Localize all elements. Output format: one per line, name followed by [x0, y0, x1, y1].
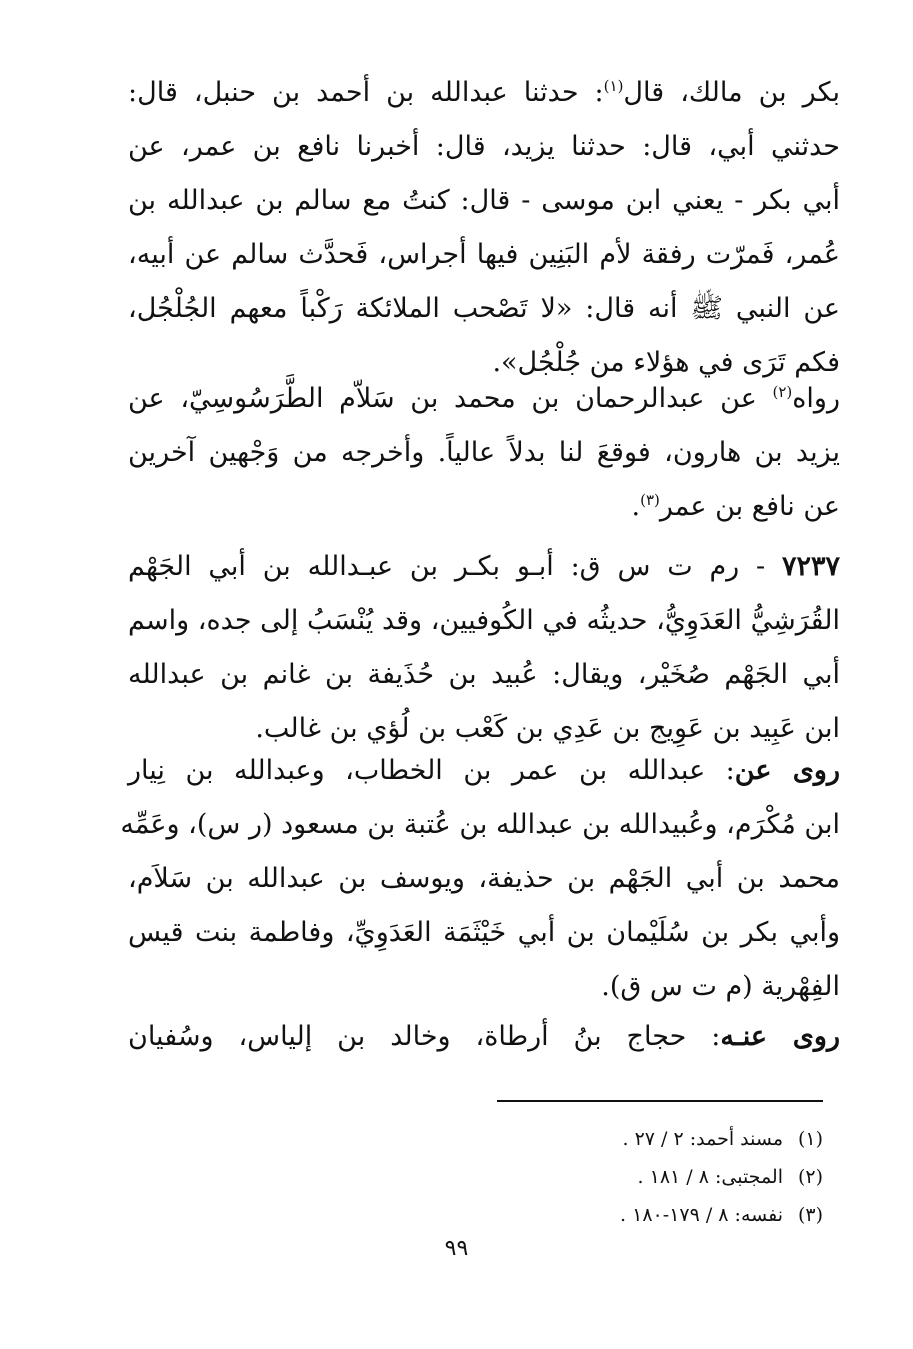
- text-line: القُرَشِيُّ العَدَوِيُّ، حديثُه في الكُوفيين، وقد يُنْسَبُ إلى جده، واسم: [128, 605, 840, 636]
- footnote-text: المجتبى: ٨ / ١٨١ .: [637, 1166, 783, 1188]
- text-segment: : حجاج بنُ أرطاة، وخالد بن إلياس، وسُفيان: [128, 1021, 721, 1052]
- text-line: [128, 372, 840, 426]
- footnote-text: نفسه: ٨ / ١٧٩-١٨٠ .: [620, 1204, 783, 1226]
- text-line: عن النبي ﷺ أنه قال: «لا تَصْحب الملائكة رَكْباً معهم الجُلْجُل،: [128, 293, 840, 324]
- text-segment: : عبدالله بن عمر بن الخطاب، وعبدالله بن نِيار: [128, 755, 735, 786]
- paragraph-entry: [128, 540, 840, 756]
- text-line: فكم تَرَى في هؤلاء من جُلْجُل».: [492, 347, 840, 378]
- footnote: [497, 1158, 823, 1196]
- footnote-divider: [497, 1100, 823, 1102]
- footnote-marker: (٢): [772, 383, 793, 401]
- section-lead: روى عن: [734, 755, 840, 786]
- text-line: ابن عَبِيد بن عَوِيج بن عَدِي بن كَعْب بن لُؤي بن غالب.: [255, 713, 840, 744]
- footnote-marker: (٣): [640, 491, 660, 509]
- text-line: [128, 480, 840, 534]
- text-segment: : حدثنا عبدالله بن أحمد بن حنبل، قال:: [128, 77, 604, 108]
- footnote-text: مسند أحمد: ٢ / ٢٧ .: [622, 1128, 783, 1150]
- text-line: [128, 1010, 840, 1064]
- paragraph-narrated-from: [120, 744, 840, 1014]
- footnote-number: (١): [797, 1128, 823, 1150]
- footnotes: [497, 1120, 823, 1234]
- page-number: ٩٩: [444, 1236, 469, 1261]
- entry-number: ٧٢٣٧: [781, 551, 840, 582]
- text-segment: عن نافع بن عمر: [659, 491, 840, 522]
- text-line: [128, 66, 840, 120]
- footnote-marker: (١): [603, 77, 624, 95]
- text-segment: .: [631, 491, 641, 522]
- footnote-number: (٢): [797, 1166, 823, 1188]
- text-segment: عن عبدالرحمان بن محمد بن سَلاّم الطَّرَسُوسِيّ، عن: [128, 383, 773, 414]
- paragraph-hadith: [128, 66, 840, 390]
- footnote-number: (٣): [797, 1204, 823, 1226]
- footnote: [497, 1120, 823, 1158]
- text-segment: - رم ت س ق: أبـو بكـر بن عبـدالله بن أبي الجَهْم: [128, 551, 782, 582]
- text-line: [128, 540, 840, 594]
- text-line: أبي بكر - يعني ابن موسى - قال: كنتُ مع سالم بن عبدالله بن: [128, 185, 840, 216]
- text-line: عُمر، فَمرّت رفقة لأم البَنِين فيها أجراس، فَحدَّث سالم عن أبيه،: [128, 239, 840, 270]
- paragraph-narration: [128, 372, 840, 534]
- paragraph-narrated-by: [128, 1010, 840, 1064]
- text-line: ابن مُكْرَم، وعُبيدالله بن عبدالله بن عُتبة بن مسعود (ر س)، وعَمِّه: [120, 809, 840, 840]
- text-line: حدثني أبي، قال: حدثنا يزيد، قال: أخبرنا نافع بن عمر، عن: [128, 131, 840, 162]
- text-line: محمد بن أبي الجَهْم بن حذيفة، ويوسف بن عبدالله بن سَلاَم،: [128, 863, 840, 894]
- text-line: وأبي بكر بن سُلَيْمان بن أبي خَيْثَمَة العَدَوِيِّ، وفاطمة بنت قيس: [128, 917, 840, 948]
- text-segment: بكر بن مالك، قال: [623, 77, 840, 108]
- section-lead: روى عنـه: [720, 1021, 840, 1052]
- text-line: الفِهْرية (م ت س ق).: [601, 971, 840, 1002]
- text-line: أبي الجَهْم صُخَيْر، ويقال: عُبيد بن حُذَيفة بن غانم بن عبدالله: [128, 659, 840, 690]
- text-line: يزيد بن هارون، فوقعَ لنا بدلاً عالياً. وأخرجه من وَجْهين آخرين: [128, 437, 840, 468]
- text-line: [128, 744, 840, 798]
- text-segment: رواه: [792, 383, 840, 414]
- footnote: [497, 1196, 823, 1234]
